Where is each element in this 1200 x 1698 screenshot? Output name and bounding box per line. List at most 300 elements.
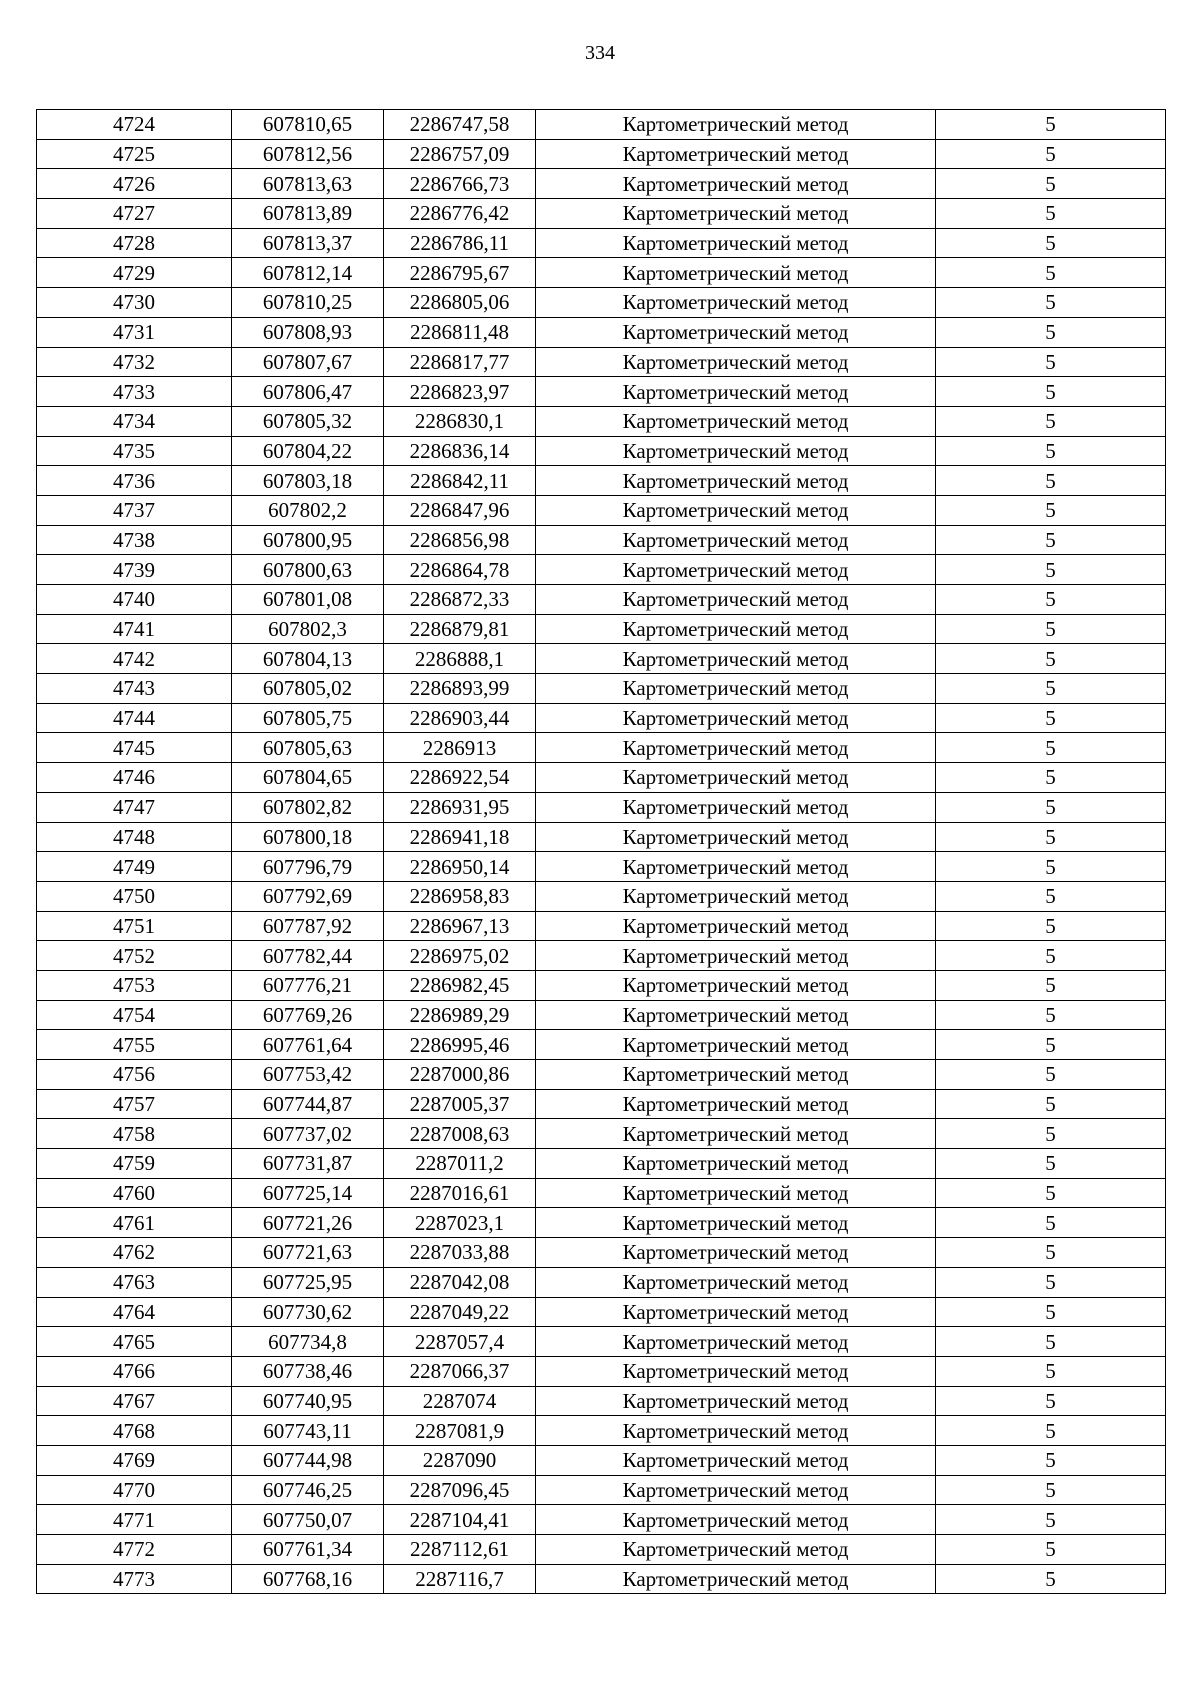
accuracy-cell: 5 bbox=[936, 377, 1166, 407]
method-cell: Картометрический метод bbox=[536, 733, 936, 763]
x-coordinate-cell: 607804,65 bbox=[232, 763, 384, 793]
method-cell: Картометрический метод bbox=[536, 169, 936, 199]
x-coordinate-cell: 607744,87 bbox=[232, 1089, 384, 1119]
y-coordinate-cell: 2287057,4 bbox=[384, 1327, 536, 1357]
x-coordinate-cell: 607802,82 bbox=[232, 792, 384, 822]
accuracy-cell: 5 bbox=[936, 169, 1166, 199]
y-coordinate-cell: 2286811,48 bbox=[384, 317, 536, 347]
table-row bbox=[37, 1564, 1166, 1594]
y-coordinate-cell: 2286766,73 bbox=[384, 169, 536, 199]
point-number-cell: 4726 bbox=[37, 169, 232, 199]
x-coordinate-cell: 607808,93 bbox=[232, 317, 384, 347]
accuracy-cell: 5 bbox=[936, 228, 1166, 258]
point-number-cell: 4749 bbox=[37, 852, 232, 882]
table-row bbox=[37, 852, 1166, 882]
table-row bbox=[37, 1475, 1166, 1505]
point-number-cell: 4740 bbox=[37, 585, 232, 615]
y-coordinate-cell: 2286975,02 bbox=[384, 941, 536, 971]
point-number-cell: 4760 bbox=[37, 1178, 232, 1208]
y-coordinate-cell: 2286747,58 bbox=[384, 110, 536, 140]
x-coordinate-cell: 607804,13 bbox=[232, 644, 384, 674]
point-number-cell: 4771 bbox=[37, 1505, 232, 1535]
y-coordinate-cell: 2286847,96 bbox=[384, 495, 536, 525]
method-cell: Картометрический метод bbox=[536, 110, 936, 140]
x-coordinate-cell: 607776,21 bbox=[232, 970, 384, 1000]
table-row bbox=[37, 703, 1166, 733]
accuracy-cell: 5 bbox=[936, 406, 1166, 436]
y-coordinate-cell: 2287096,45 bbox=[384, 1475, 536, 1505]
method-cell: Картометрический метод bbox=[536, 1178, 936, 1208]
accuracy-cell: 5 bbox=[936, 1060, 1166, 1090]
table-row bbox=[37, 1297, 1166, 1327]
point-number-cell: 4728 bbox=[37, 228, 232, 258]
y-coordinate-cell: 2286830,1 bbox=[384, 406, 536, 436]
point-number-cell: 4765 bbox=[37, 1327, 232, 1357]
y-coordinate-cell: 2286786,11 bbox=[384, 228, 536, 258]
table-row bbox=[37, 1178, 1166, 1208]
method-cell: Картометрический метод bbox=[536, 1238, 936, 1268]
method-cell: Картометрический метод bbox=[536, 1089, 936, 1119]
y-coordinate-cell: 2286888,1 bbox=[384, 644, 536, 674]
y-coordinate-cell: 2287023,1 bbox=[384, 1208, 536, 1238]
y-coordinate-cell: 2286872,33 bbox=[384, 585, 536, 615]
table-row bbox=[37, 1119, 1166, 1149]
point-number-cell: 4764 bbox=[37, 1297, 232, 1327]
table-row bbox=[37, 1208, 1166, 1238]
y-coordinate-cell: 2287016,61 bbox=[384, 1178, 536, 1208]
table-row bbox=[37, 763, 1166, 793]
y-coordinate-cell: 2286903,44 bbox=[384, 703, 536, 733]
y-coordinate-cell: 2287000,86 bbox=[384, 1060, 536, 1090]
table-row bbox=[37, 792, 1166, 822]
method-cell: Картометрический метод bbox=[536, 1564, 936, 1594]
method-cell: Картометрический метод bbox=[536, 852, 936, 882]
y-coordinate-cell: 2287074 bbox=[384, 1386, 536, 1416]
x-coordinate-cell: 607812,56 bbox=[232, 139, 384, 169]
method-cell: Картометрический метод bbox=[536, 970, 936, 1000]
method-cell: Картометрический метод bbox=[536, 199, 936, 229]
coordinates-table bbox=[36, 109, 1166, 1594]
method-cell: Картометрический метод bbox=[536, 555, 936, 585]
method-cell: Картометрический метод bbox=[536, 1535, 936, 1565]
method-cell: Картометрический метод bbox=[536, 347, 936, 377]
table-row bbox=[37, 1060, 1166, 1090]
point-number-cell: 4766 bbox=[37, 1356, 232, 1386]
accuracy-cell: 5 bbox=[936, 1445, 1166, 1475]
point-number-cell: 4770 bbox=[37, 1475, 232, 1505]
y-coordinate-cell: 2287005,37 bbox=[384, 1089, 536, 1119]
accuracy-cell: 5 bbox=[936, 644, 1166, 674]
point-number-cell: 4762 bbox=[37, 1238, 232, 1268]
method-cell: Картометрический метод bbox=[536, 644, 936, 674]
y-coordinate-cell: 2287049,22 bbox=[384, 1297, 536, 1327]
method-cell: Картометрический метод bbox=[536, 228, 936, 258]
accuracy-cell: 5 bbox=[936, 881, 1166, 911]
x-coordinate-cell: 607805,02 bbox=[232, 674, 384, 704]
x-coordinate-cell: 607813,63 bbox=[232, 169, 384, 199]
point-number-cell: 4773 bbox=[37, 1564, 232, 1594]
method-cell: Картометрический метод bbox=[536, 1000, 936, 1030]
point-number-cell: 4724 bbox=[37, 110, 232, 140]
method-cell: Картометрический метод bbox=[536, 911, 936, 941]
table-row bbox=[37, 1000, 1166, 1030]
method-cell: Картометрический метод bbox=[536, 941, 936, 971]
method-cell: Картометрический метод bbox=[536, 1505, 936, 1535]
x-coordinate-cell: 607734,8 bbox=[232, 1327, 384, 1357]
table-row bbox=[37, 199, 1166, 229]
x-coordinate-cell: 607813,37 bbox=[232, 228, 384, 258]
x-coordinate-cell: 607725,95 bbox=[232, 1267, 384, 1297]
method-cell: Картометрический метод bbox=[536, 585, 936, 615]
x-coordinate-cell: 607805,32 bbox=[232, 406, 384, 436]
table-row bbox=[37, 1267, 1166, 1297]
x-coordinate-cell: 607810,65 bbox=[232, 110, 384, 140]
x-coordinate-cell: 607725,14 bbox=[232, 1178, 384, 1208]
method-cell: Картометрический метод bbox=[536, 822, 936, 852]
accuracy-cell: 5 bbox=[936, 110, 1166, 140]
x-coordinate-cell: 607768,16 bbox=[232, 1564, 384, 1594]
point-number-cell: 4746 bbox=[37, 763, 232, 793]
y-coordinate-cell: 2287042,08 bbox=[384, 1267, 536, 1297]
method-cell: Картометрический метод bbox=[536, 1356, 936, 1386]
method-cell: Картометрический метод bbox=[536, 1297, 936, 1327]
accuracy-cell: 5 bbox=[936, 525, 1166, 555]
table-row bbox=[37, 585, 1166, 615]
point-number-cell: 4768 bbox=[37, 1416, 232, 1446]
table-row bbox=[37, 406, 1166, 436]
x-coordinate-cell: 607721,63 bbox=[232, 1238, 384, 1268]
accuracy-cell: 5 bbox=[936, 1089, 1166, 1119]
table-row bbox=[37, 377, 1166, 407]
accuracy-cell: 5 bbox=[936, 911, 1166, 941]
y-coordinate-cell: 2286879,81 bbox=[384, 614, 536, 644]
point-number-cell: 4743 bbox=[37, 674, 232, 704]
accuracy-cell: 5 bbox=[936, 495, 1166, 525]
accuracy-cell: 5 bbox=[936, 1386, 1166, 1416]
accuracy-cell: 5 bbox=[936, 585, 1166, 615]
accuracy-cell: 5 bbox=[936, 852, 1166, 882]
x-coordinate-cell: 607806,47 bbox=[232, 377, 384, 407]
x-coordinate-cell: 607802,3 bbox=[232, 614, 384, 644]
x-coordinate-cell: 607737,02 bbox=[232, 1119, 384, 1149]
point-number-cell: 4757 bbox=[37, 1089, 232, 1119]
method-cell: Картометрический метод bbox=[536, 1208, 936, 1238]
point-number-cell: 4756 bbox=[37, 1060, 232, 1090]
method-cell: Картометрический метод bbox=[536, 525, 936, 555]
accuracy-cell: 5 bbox=[936, 1119, 1166, 1149]
y-coordinate-cell: 2287081,9 bbox=[384, 1416, 536, 1446]
table-row bbox=[37, 1535, 1166, 1565]
table-row bbox=[37, 436, 1166, 466]
point-number-cell: 4744 bbox=[37, 703, 232, 733]
accuracy-cell: 5 bbox=[936, 822, 1166, 852]
y-coordinate-cell: 2286989,29 bbox=[384, 1000, 536, 1030]
accuracy-cell: 5 bbox=[936, 1267, 1166, 1297]
y-coordinate-cell: 2287008,63 bbox=[384, 1119, 536, 1149]
table-row bbox=[37, 614, 1166, 644]
table-row bbox=[37, 1416, 1166, 1446]
y-coordinate-cell: 2286922,54 bbox=[384, 763, 536, 793]
accuracy-cell: 5 bbox=[936, 763, 1166, 793]
method-cell: Картометрический метод bbox=[536, 792, 936, 822]
y-coordinate-cell: 2286757,09 bbox=[384, 139, 536, 169]
accuracy-cell: 5 bbox=[936, 317, 1166, 347]
x-coordinate-cell: 607721,26 bbox=[232, 1208, 384, 1238]
y-coordinate-cell: 2286864,78 bbox=[384, 555, 536, 585]
table-row bbox=[37, 288, 1166, 318]
method-cell: Картометрический метод bbox=[536, 139, 936, 169]
accuracy-cell: 5 bbox=[936, 1208, 1166, 1238]
x-coordinate-cell: 607802,2 bbox=[232, 495, 384, 525]
point-number-cell: 4761 bbox=[37, 1208, 232, 1238]
point-number-cell: 4741 bbox=[37, 614, 232, 644]
method-cell: Картометрический метод bbox=[536, 614, 936, 644]
y-coordinate-cell: 2286823,97 bbox=[384, 377, 536, 407]
table-row bbox=[37, 525, 1166, 555]
y-coordinate-cell: 2287116,7 bbox=[384, 1564, 536, 1594]
x-coordinate-cell: 607804,22 bbox=[232, 436, 384, 466]
point-number-cell: 4729 bbox=[37, 258, 232, 288]
point-number-cell: 4754 bbox=[37, 1000, 232, 1030]
point-number-cell: 4763 bbox=[37, 1267, 232, 1297]
x-coordinate-cell: 607801,08 bbox=[232, 585, 384, 615]
table-row bbox=[37, 495, 1166, 525]
accuracy-cell: 5 bbox=[936, 1149, 1166, 1179]
accuracy-cell: 5 bbox=[936, 1356, 1166, 1386]
y-coordinate-cell: 2287033,88 bbox=[384, 1238, 536, 1268]
y-coordinate-cell: 2287066,37 bbox=[384, 1356, 536, 1386]
point-number-cell: 4769 bbox=[37, 1445, 232, 1475]
table-row bbox=[37, 555, 1166, 585]
y-coordinate-cell: 2286836,14 bbox=[384, 436, 536, 466]
x-coordinate-cell: 607787,92 bbox=[232, 911, 384, 941]
x-coordinate-cell: 607753,42 bbox=[232, 1060, 384, 1090]
point-number-cell: 4731 bbox=[37, 317, 232, 347]
table-row bbox=[37, 258, 1166, 288]
accuracy-cell: 5 bbox=[936, 1238, 1166, 1268]
point-number-cell: 4751 bbox=[37, 911, 232, 941]
method-cell: Картометрический метод bbox=[536, 406, 936, 436]
point-number-cell: 4739 bbox=[37, 555, 232, 585]
x-coordinate-cell: 607803,18 bbox=[232, 466, 384, 496]
method-cell: Картометрический метод bbox=[536, 1149, 936, 1179]
point-number-cell: 4725 bbox=[37, 139, 232, 169]
method-cell: Картометрический метод bbox=[536, 1416, 936, 1446]
point-number-cell: 4730 bbox=[37, 288, 232, 318]
point-number-cell: 4767 bbox=[37, 1386, 232, 1416]
table-row bbox=[37, 1149, 1166, 1179]
method-cell: Картометрический метод bbox=[536, 1475, 936, 1505]
y-coordinate-cell: 2286931,95 bbox=[384, 792, 536, 822]
x-coordinate-cell: 607805,75 bbox=[232, 703, 384, 733]
accuracy-cell: 5 bbox=[936, 555, 1166, 585]
y-coordinate-cell: 2286817,77 bbox=[384, 347, 536, 377]
point-number-cell: 4750 bbox=[37, 881, 232, 911]
method-cell: Картометрический метод bbox=[536, 763, 936, 793]
accuracy-cell: 5 bbox=[936, 1475, 1166, 1505]
y-coordinate-cell: 2286776,42 bbox=[384, 199, 536, 229]
method-cell: Картометрический метод bbox=[536, 436, 936, 466]
accuracy-cell: 5 bbox=[936, 1564, 1166, 1594]
y-coordinate-cell: 2286995,46 bbox=[384, 1030, 536, 1060]
y-coordinate-cell: 2287104,41 bbox=[384, 1505, 536, 1535]
x-coordinate-cell: 607740,95 bbox=[232, 1386, 384, 1416]
table-row bbox=[37, 881, 1166, 911]
x-coordinate-cell: 607782,44 bbox=[232, 941, 384, 971]
x-coordinate-cell: 607800,63 bbox=[232, 555, 384, 585]
accuracy-cell: 5 bbox=[936, 1505, 1166, 1535]
point-number-cell: 4755 bbox=[37, 1030, 232, 1060]
table-row bbox=[37, 169, 1166, 199]
accuracy-cell: 5 bbox=[936, 703, 1166, 733]
point-number-cell: 4772 bbox=[37, 1535, 232, 1565]
accuracy-cell: 5 bbox=[936, 288, 1166, 318]
table-row bbox=[37, 1445, 1166, 1475]
accuracy-cell: 5 bbox=[936, 1297, 1166, 1327]
method-cell: Картометрический метод bbox=[536, 1119, 936, 1149]
x-coordinate-cell: 607800,95 bbox=[232, 525, 384, 555]
method-cell: Картометрический метод bbox=[536, 258, 936, 288]
table-row bbox=[37, 1327, 1166, 1357]
accuracy-cell: 5 bbox=[936, 466, 1166, 496]
method-cell: Картометрический метод bbox=[536, 1445, 936, 1475]
accuracy-cell: 5 bbox=[936, 199, 1166, 229]
y-coordinate-cell: 2286941,18 bbox=[384, 822, 536, 852]
accuracy-cell: 5 bbox=[936, 970, 1166, 1000]
y-coordinate-cell: 2286967,13 bbox=[384, 911, 536, 941]
x-coordinate-cell: 607744,98 bbox=[232, 1445, 384, 1475]
accuracy-cell: 5 bbox=[936, 1327, 1166, 1357]
point-number-cell: 4745 bbox=[37, 733, 232, 763]
table-row bbox=[37, 941, 1166, 971]
table-row bbox=[37, 347, 1166, 377]
x-coordinate-cell: 607730,62 bbox=[232, 1297, 384, 1327]
x-coordinate-cell: 607812,14 bbox=[232, 258, 384, 288]
table-row bbox=[37, 139, 1166, 169]
y-coordinate-cell: 2286795,67 bbox=[384, 258, 536, 288]
accuracy-cell: 5 bbox=[936, 614, 1166, 644]
table-row bbox=[37, 911, 1166, 941]
method-cell: Картометрический метод bbox=[536, 1030, 936, 1060]
point-number-cell: 4758 bbox=[37, 1119, 232, 1149]
accuracy-cell: 5 bbox=[936, 1178, 1166, 1208]
method-cell: Картометрический метод bbox=[536, 317, 936, 347]
table-row bbox=[37, 1030, 1166, 1060]
table-row bbox=[37, 822, 1166, 852]
accuracy-cell: 5 bbox=[936, 139, 1166, 169]
x-coordinate-cell: 607761,64 bbox=[232, 1030, 384, 1060]
y-coordinate-cell: 2286856,98 bbox=[384, 525, 536, 555]
y-coordinate-cell: 2286982,45 bbox=[384, 970, 536, 1000]
point-number-cell: 4738 bbox=[37, 525, 232, 555]
x-coordinate-cell: 607810,25 bbox=[232, 288, 384, 318]
point-number-cell: 4759 bbox=[37, 1149, 232, 1179]
point-number-cell: 4732 bbox=[37, 347, 232, 377]
x-coordinate-cell: 607800,18 bbox=[232, 822, 384, 852]
table-row bbox=[37, 466, 1166, 496]
accuracy-cell: 5 bbox=[936, 258, 1166, 288]
x-coordinate-cell: 607792,69 bbox=[232, 881, 384, 911]
coordinates-table-body bbox=[37, 110, 1166, 1594]
accuracy-cell: 5 bbox=[936, 792, 1166, 822]
method-cell: Картометрический метод bbox=[536, 466, 936, 496]
method-cell: Картометрический метод bbox=[536, 495, 936, 525]
table-row bbox=[37, 1089, 1166, 1119]
y-coordinate-cell: 2286958,83 bbox=[384, 881, 536, 911]
method-cell: Картометрический метод bbox=[536, 674, 936, 704]
table-row bbox=[37, 644, 1166, 674]
y-coordinate-cell: 2287011,2 bbox=[384, 1149, 536, 1179]
accuracy-cell: 5 bbox=[936, 1535, 1166, 1565]
point-number-cell: 4742 bbox=[37, 644, 232, 674]
method-cell: Картометрический метод bbox=[536, 1386, 936, 1416]
x-coordinate-cell: 607743,11 bbox=[232, 1416, 384, 1446]
accuracy-cell: 5 bbox=[936, 1000, 1166, 1030]
x-coordinate-cell: 607769,26 bbox=[232, 1000, 384, 1030]
x-coordinate-cell: 607807,67 bbox=[232, 347, 384, 377]
table-row bbox=[37, 317, 1166, 347]
point-number-cell: 4733 bbox=[37, 377, 232, 407]
y-coordinate-cell: 2286950,14 bbox=[384, 852, 536, 882]
point-number-cell: 4727 bbox=[37, 199, 232, 229]
point-number-cell: 4752 bbox=[37, 941, 232, 971]
accuracy-cell: 5 bbox=[936, 1030, 1166, 1060]
point-number-cell: 4734 bbox=[37, 406, 232, 436]
y-coordinate-cell: 2286893,99 bbox=[384, 674, 536, 704]
table-row bbox=[37, 110, 1166, 140]
table-row bbox=[37, 1386, 1166, 1416]
x-coordinate-cell: 607761,34 bbox=[232, 1535, 384, 1565]
point-number-cell: 4753 bbox=[37, 970, 232, 1000]
page-number: 334 bbox=[585, 42, 615, 64]
point-number-cell: 4735 bbox=[37, 436, 232, 466]
y-coordinate-cell: 2286805,06 bbox=[384, 288, 536, 318]
point-number-cell: 4747 bbox=[37, 792, 232, 822]
table-row bbox=[37, 1505, 1166, 1535]
x-coordinate-cell: 607805,63 bbox=[232, 733, 384, 763]
accuracy-cell: 5 bbox=[936, 436, 1166, 466]
method-cell: Картометрический метод bbox=[536, 288, 936, 318]
x-coordinate-cell: 607750,07 bbox=[232, 1505, 384, 1535]
table-row bbox=[37, 674, 1166, 704]
accuracy-cell: 5 bbox=[936, 1416, 1166, 1446]
method-cell: Картометрический метод bbox=[536, 1267, 936, 1297]
point-number-cell: 4748 bbox=[37, 822, 232, 852]
table-row bbox=[37, 733, 1166, 763]
y-coordinate-cell: 2286913 bbox=[384, 733, 536, 763]
table-row bbox=[37, 1356, 1166, 1386]
x-coordinate-cell: 607738,46 bbox=[232, 1356, 384, 1386]
table-row bbox=[37, 228, 1166, 258]
method-cell: Картометрический метод bbox=[536, 881, 936, 911]
x-coordinate-cell: 607796,79 bbox=[232, 852, 384, 882]
point-number-cell: 4736 bbox=[37, 466, 232, 496]
accuracy-cell: 5 bbox=[936, 674, 1166, 704]
x-coordinate-cell: 607813,89 bbox=[232, 199, 384, 229]
y-coordinate-cell: 2287090 bbox=[384, 1445, 536, 1475]
method-cell: Картометрический метод bbox=[536, 703, 936, 733]
table-row bbox=[37, 1238, 1166, 1268]
table-row bbox=[37, 970, 1166, 1000]
method-cell: Картометрический метод bbox=[536, 377, 936, 407]
y-coordinate-cell: 2287112,61 bbox=[384, 1535, 536, 1565]
y-coordinate-cell: 2286842,11 bbox=[384, 466, 536, 496]
accuracy-cell: 5 bbox=[936, 347, 1166, 377]
accuracy-cell: 5 bbox=[936, 733, 1166, 763]
point-number-cell: 4737 bbox=[37, 495, 232, 525]
method-cell: Картометрический метод bbox=[536, 1060, 936, 1090]
x-coordinate-cell: 607731,87 bbox=[232, 1149, 384, 1179]
